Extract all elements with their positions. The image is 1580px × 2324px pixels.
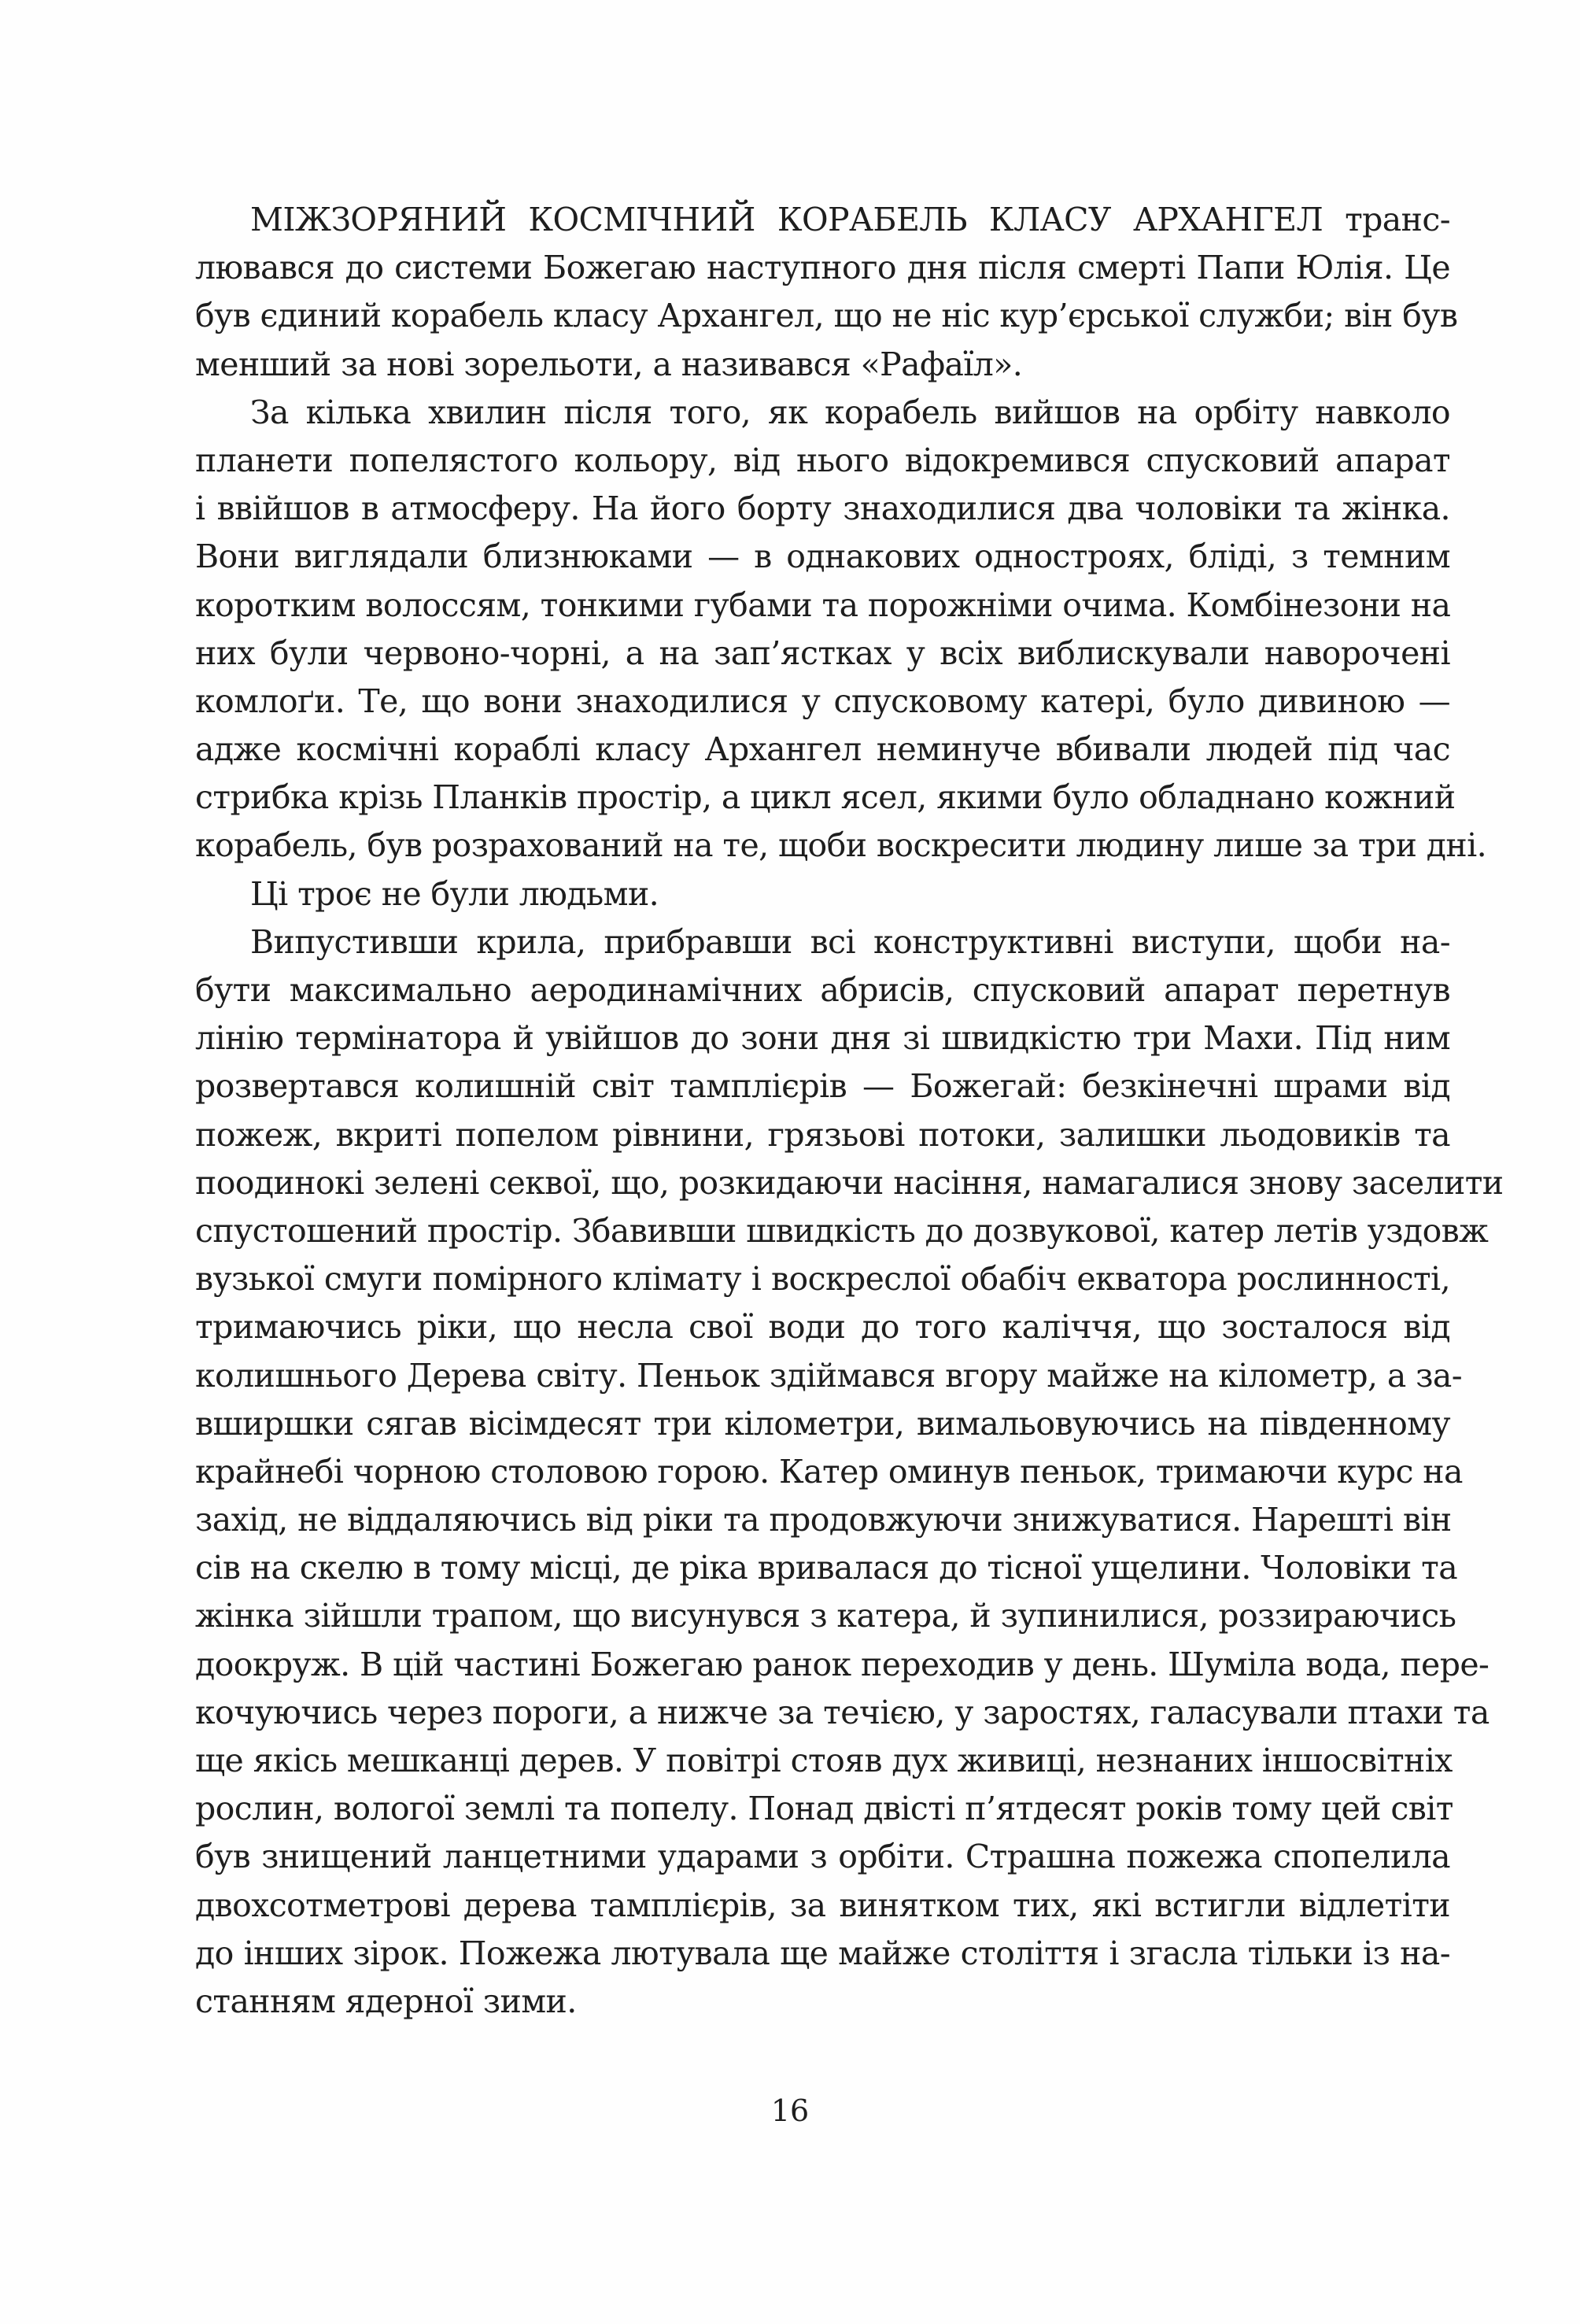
text-line: стрибка крізь Планків простір, а цикл ясел, якими було обладнано кожний <box>195 778 1456 817</box>
text-line: комлоґи. Те, що вони знаходилися у спусковому катері, було дивиною — <box>195 682 1450 720</box>
text-line: вширшки сягав вісімдесят три кілометри, вимальовуючись на південному <box>195 1404 1450 1443</box>
text-line: захід, не віддаляючись від ріки та продовжуючи знижуватися. Нарешті він <box>195 1501 1452 1539</box>
text-line: коротким волоссям, тонкими губами та порожніми очима. Комбінезони на <box>195 586 1451 624</box>
text-line: них були червоно-чорні, а на зап’ястках у всіх виблискували навороченi <box>195 634 1450 672</box>
text-line: Вони виглядали близнюками — в однакових одностроях, бліді, з темним <box>195 538 1450 576</box>
text-line: колишнього Дерева світу. Пеньок здіймався вгору майже на кілометр, а за- <box>195 1356 1463 1395</box>
text-line: лювався до системи Божегаю наступного дня після смерті Папи Юлія. Це <box>195 249 1450 287</box>
text-line: жінка зійшли трапом, що висунувся з катера, й зупинилися, роззираючись <box>195 1597 1456 1635</box>
text-line: вузької смуги помірного клімату і воскреслої обабіч екватора рослинності, <box>195 1260 1450 1299</box>
text-line: і ввійшов в атмосферу. На його борту знаходилися два чоловіки та жінка. <box>195 490 1450 528</box>
text-line: бути максимально аеродинамічних абрисів, спусковий апарат перетнув <box>195 971 1450 1009</box>
text-line: доокруж. В цій частині Божегаю ранок переходив у день. Шуміла вода, пере- <box>195 1645 1490 1683</box>
text-line: крайнебі чорною столовою горою. Катер оминув пеньок, тримаючи курс на <box>195 1452 1463 1491</box>
text-line: спустошений простір. Збавивши швидкість до дозвукової, катер летів уздовж <box>195 1211 1489 1250</box>
body-text <box>195 196 1504 2026</box>
text-line: поодинокі зелені секвої, що, розкидаючи насіння, намагалися знову заселити <box>195 1163 1504 1202</box>
text-line: був єдиний корабель класу Архангел, що не ніс кур’єрської служби; він був <box>195 297 1458 335</box>
text-line: лінію термінатора й увійшов до зони дня зі швидкістю три Махи. Під ним <box>195 1019 1450 1058</box>
paragraph-first-line: Випустивши крила, прибравши всі конструктивні виступи, щоби на- <box>250 922 1450 961</box>
text-line: до інших зірок. Пожежа лютувала ще майже століття і згасла тільки із на- <box>195 1934 1450 1972</box>
page-number: 16 <box>770 2093 810 2128</box>
text-line: тримаючись ріки, що несла свої води до того каліччя, що зосталося від <box>195 1308 1450 1347</box>
text-line: двохсотметрові дерева тамплієрів, за винятком тих, які встигли відлетіти <box>195 1886 1450 1924</box>
paragraph-first-line: МІЖЗОРЯНИЙ КОСМІЧНИЙ КОРАБЕЛЬ КЛАСУ АРХАНГЕЛ транс- <box>250 201 1450 238</box>
text-line: планети попелястого кольору, від нього відокремився спусковий апарат <box>195 441 1450 479</box>
text-line: менший за нові зорельоти, а називався «Рафаїл». <box>195 345 1023 383</box>
text-line: корабель, був розрахований на те, щоби воскресити людину лише за три дні. <box>195 826 1487 865</box>
text-line: ще якісь мешканці дерев. У повітрі стояв дух живиці, незнаних іншосвітніх <box>195 1742 1453 1779</box>
text-line: розвертався колишній світ тамплієрів — Божегай: безкінечні шрами від <box>195 1067 1450 1106</box>
text-line: адже космічні кораблі класу Архангел неминуче вбивали людей під час <box>195 730 1450 769</box>
text-line: станням ядерної зими. <box>195 1982 577 2020</box>
text-line: сів на скелю в тому місці, де ріка вривалася до тісної ущелини. Чоловіки та <box>195 1549 1458 1587</box>
text-line: був знищений ланцетними ударами з орбіти. Страшна пожежа спопелила <box>195 1838 1450 1876</box>
paragraph-first-line: За кілька хвилин після того, як корабель вийшов на орбіту навколо <box>250 393 1450 431</box>
text-line: рослин, вологої землі та попелу. Понад двісті п’ятдесят років тому цей світ <box>195 1790 1453 1828</box>
text-line: кочуючись через пороги, а нижче за течією, у заростях, галасували птахи та <box>195 1693 1490 1731</box>
paragraph-first-line: Ці троє не були людьми. <box>250 874 659 913</box>
text-line: пожеж, вкриті попелом рівнини, грязьові потоки, залишки льодовиків та <box>195 1115 1450 1154</box>
